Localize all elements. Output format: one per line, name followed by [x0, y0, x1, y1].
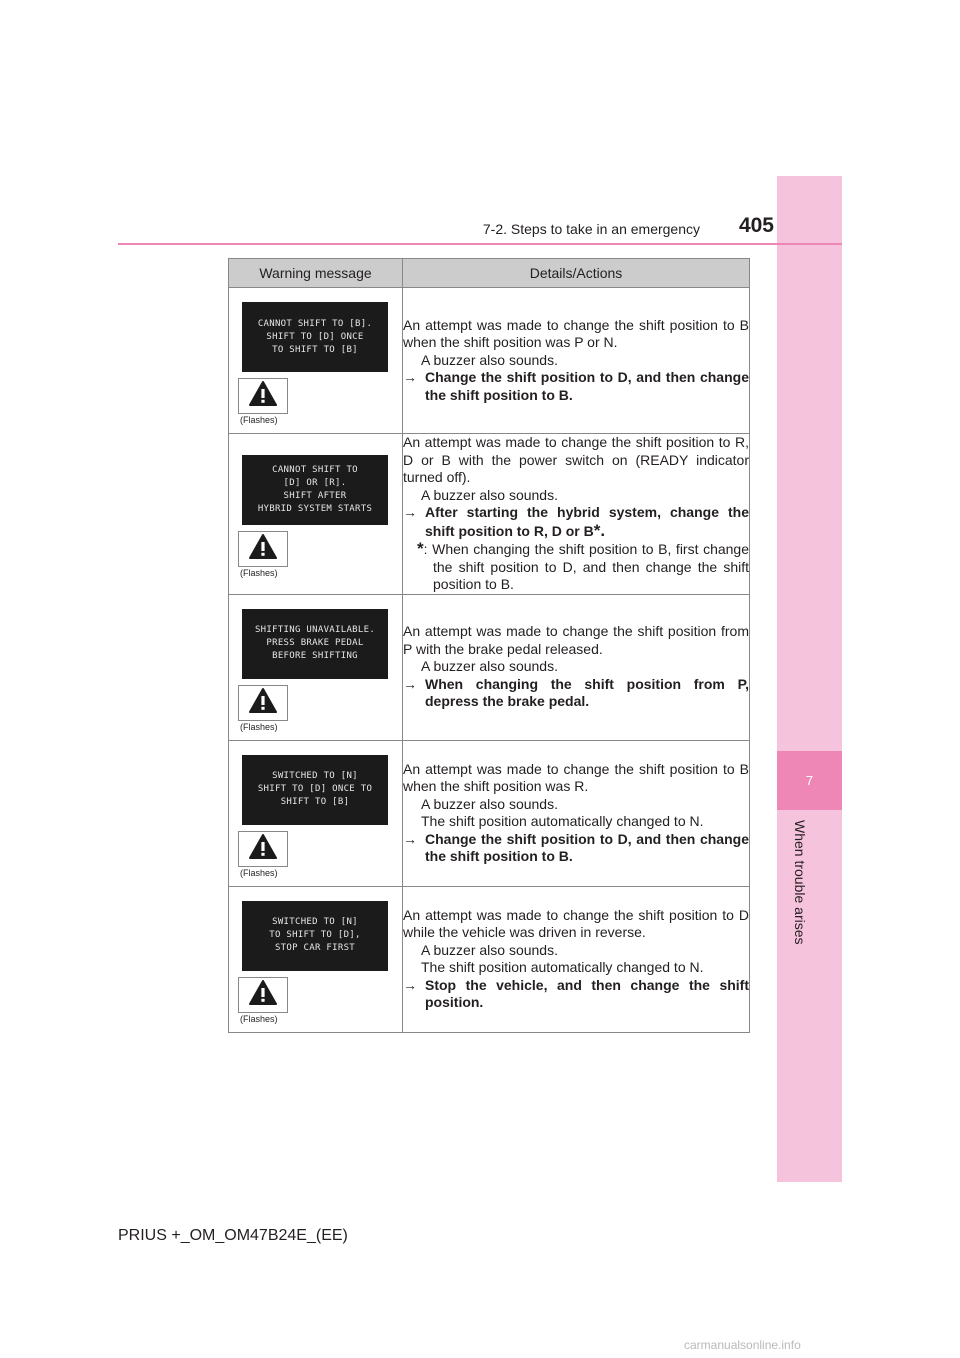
action-label: Change the shift position to D, and then change the shift position to B. [425, 369, 749, 403]
table-row [229, 594, 750, 740]
action-text [403, 977, 749, 1012]
screen-line: [D] OR [R]. [283, 478, 347, 489]
footnote-text: : When changing the shift position to B, first change the shift position to D, and then change the shift position to B. [423, 541, 749, 592]
detail-subline: The shift position automatically changed to N. [421, 813, 704, 829]
footnote [403, 540, 749, 594]
action-text [403, 676, 749, 711]
screen-line: CANNOT SHIFT TO [B]. [257, 318, 373, 329]
header-rule [118, 243, 842, 245]
arrow-icon: → [403, 830, 417, 847]
footnote-mark: *. [593, 520, 606, 540]
warning-triangle-icon [248, 979, 278, 1011]
warning-icon-box [238, 831, 288, 867]
table-row [229, 740, 750, 886]
chapter-number: 7 [805, 773, 814, 788]
screen-line: SHIFTING UNAVAILABLE. [254, 625, 376, 635]
screen-line: BEFORE SHIFTING [272, 651, 358, 661]
screen-line: HYBRID SYSTEM STARTS [257, 504, 373, 515]
screen-line: SHIFT TO [B] [280, 797, 350, 807]
details-cell [403, 886, 750, 1032]
screen-line: SWITCHED TO [N] [272, 917, 358, 927]
flashes-label: (Flashes) [240, 867, 278, 878]
flashes-label: (Flashes) [240, 721, 278, 732]
action-text [403, 831, 749, 866]
detail-text: An attempt was made to change the shift position to D while the vehicle was driven in reverse. [403, 906, 749, 940]
warning-icon-box [238, 685, 288, 721]
detail-subline: A buzzer also sounds. [421, 941, 558, 958]
screen-line: STOP CAR FIRST [274, 943, 356, 953]
screen-line: SHIFT AFTER [283, 491, 347, 502]
screen-line: SWITCHED TO [N] [272, 771, 358, 781]
screen-line: SHIFT TO [D] ONCE [266, 331, 364, 342]
display-screen [242, 609, 388, 679]
flashes-label: (Flashes) [240, 568, 278, 579]
action-text [403, 369, 749, 404]
action-text [403, 504, 749, 540]
detail-text: An attempt was made to change the shift position to R, D or B with the power switch on (READY indicator turned off). [403, 434, 749, 485]
display-screen [242, 455, 388, 525]
warning-triangle-icon [248, 533, 278, 565]
chapter-sidebar [777, 176, 842, 1182]
action-label: After starting the hybrid system, change the shift position to R, D or B [425, 504, 749, 539]
detail-subline: The shift position automatically changed to N. [421, 959, 704, 975]
footnote-mark: * [417, 539, 424, 558]
detail-subline: A buzzer also sounds. [421, 658, 558, 675]
details-cell [403, 434, 750, 595]
arrow-icon: → [403, 976, 417, 993]
display-screen [242, 901, 388, 971]
warning-triangle-icon [248, 833, 278, 865]
details-cell [403, 740, 750, 886]
detail-text: An attempt was made to change the shift position from P with the brake pedal released. [403, 623, 749, 657]
warning-icon-box [238, 378, 288, 414]
warning-message-cell [229, 740, 403, 886]
action-label: Change the shift position to D, and then change the shift position to B. [425, 830, 749, 864]
flashes-label: (Flashes) [240, 1013, 278, 1024]
header-details-actions: Details/Actions [403, 259, 750, 288]
action-label: Stop the vehicle, and then change the shift position. [425, 976, 749, 1010]
warning-message-cell [229, 886, 403, 1032]
warning-icon-box [238, 531, 288, 567]
watermark: carmanualsonline.info [684, 1338, 801, 1352]
warning-message-cell [229, 288, 403, 434]
display-screen [242, 755, 388, 825]
display-screen [242, 302, 388, 372]
document-id: PRIUS +_OM_OM47B24E_(EE) [118, 1227, 348, 1244]
table-header-row [229, 259, 750, 288]
flashes-label: (Flashes) [240, 415, 278, 425]
detail-text: An attempt was made to change the shift position to B when the shift position was R. [403, 760, 749, 794]
section-title: 7-2. Steps to take in an emergency [482, 221, 700, 237]
arrow-icon: → [403, 675, 417, 692]
screen-line: CANNOT SHIFT TO [272, 465, 358, 476]
details-cell [403, 594, 750, 740]
header-warning-message: Warning message [229, 259, 403, 288]
action-label: When changing the shift position from P, depress the brake pedal. [425, 675, 749, 710]
screen-line: PRESS BRAKE PEDAL [266, 638, 364, 648]
details-cell [403, 288, 750, 434]
detail-text: An attempt was made to change the shift position to B when the shift position was P or N. [403, 316, 749, 351]
arrow-icon: → [403, 369, 417, 386]
screen-line: TO SHIFT TO [D], [269, 930, 361, 940]
table-row [229, 886, 750, 1032]
arrow-icon: → [403, 504, 417, 520]
detail-subline: A buzzer also sounds. [421, 351, 558, 368]
warning-message-cell [229, 594, 403, 740]
table-row [229, 434, 750, 595]
chapter-title: When trouble arises [792, 820, 808, 945]
warning-triangle-icon [248, 687, 278, 719]
warning-icon-box [238, 977, 288, 1013]
warning-message-cell [229, 434, 403, 595]
warning-message-table [228, 258, 750, 1033]
chapter-tab [777, 751, 842, 810]
detail-subline: A buzzer also sounds. [421, 795, 558, 812]
screen-line: TO SHIFT TO [B] [272, 344, 358, 355]
table-row [229, 288, 750, 434]
warning-triangle-icon [248, 380, 278, 412]
page-number: 405 [738, 214, 774, 237]
screen-line: SHIFT TO [D] ONCE TO [257, 784, 373, 794]
detail-subline: A buzzer also sounds. [421, 486, 558, 503]
